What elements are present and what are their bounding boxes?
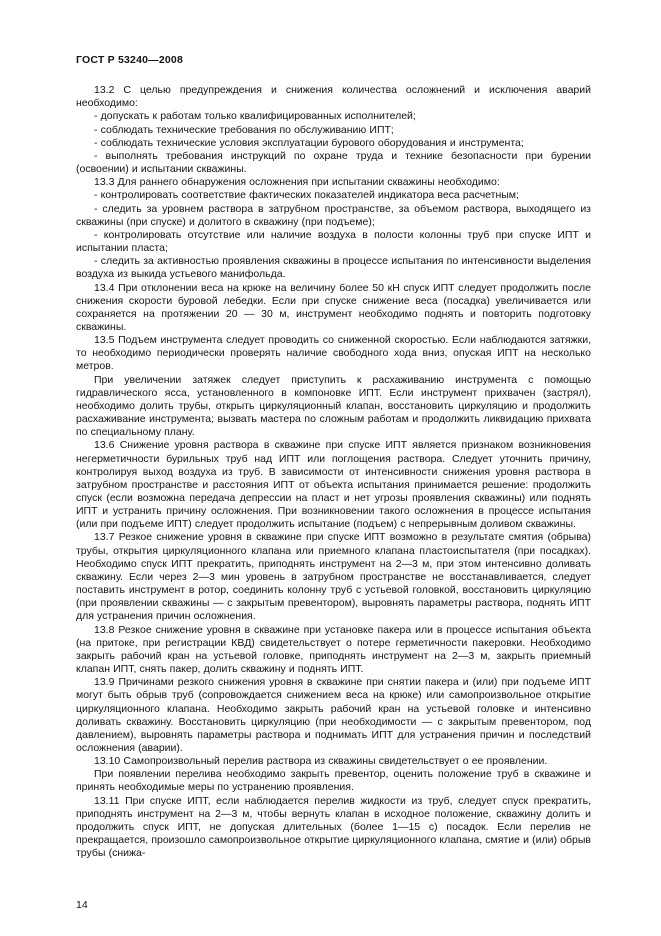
list-item: - соблюдать технические требования по обслуживанию ИПТ; xyxy=(94,123,394,136)
list-item: - соблюдать технические условия эксплуатации бурового оборудования и инструмента; xyxy=(94,136,524,149)
list-item: - следить за активностью проявления скважины в процессе испытания по интенсивности выделения воздуха из выкида устьевого манифольда. xyxy=(76,255,591,281)
page-number: 14 xyxy=(76,898,88,911)
paragraph: 13.11 При спуске ИПТ, если наблюдается перелив жидкости из труб, следует спуск прекратить, приподнять инструмент на 2—3 м, чтобы вернуть клапан в исходное положение, скважину долить и продолжить спуск ИПТ, не допуская длительных (более 1—15 с) посадок. Если перелив не прекращается, произошло самопроизвольное открытие циркуляционного клапана, смятие и (или) обрыв трубы (снижа- xyxy=(76,794,591,860)
paragraph: 13.8 Резкое снижение уровня в скважине при установке пакера или в процессе испытания объекта (на притоке, при регистрации КВД) свидетельствует о потере герметичности пакеровки. Необходимо закрыть рабочий кран на устьевой головке, приподнять инструмент на 2—3 м, закрыть приемный клапан ИПТ, снять пакер, долить скважину и поднять ИПТ. xyxy=(76,623,591,676)
list-item: - выполнять требования инструкций по охране труда и технике безопасности при бурении (освоении) и испытании скважины. xyxy=(76,149,591,176)
paragraph: 13.10 Самопроизвольный перелив раствора из скважины свидетельствует о ее проявлении. xyxy=(94,755,548,768)
paragraph: 13.9 Причинами резкого снижения уровня в скважине при снятии пакера и (или) при подъеме ИПТ могут быть обрыв труб (сопровождается снижением веса на крюке) или самопроизвольное открытие циркуляционного клапана. Необходимо закрыть рабочий кран на устьевой головке и интенсивно доливать скважину. Восстановить циркуляцию (при необходимости — с закрытым превентором, под давлением), выровнять параметры раствора и поднимать ИПТ для устранения причин и последствий осложнения (аварии). xyxy=(76,676,591,754)
list-item: - следить за уровнем раствора в затрубном пространстве, за объемом раствора, выходящего из скважины (при спуске) и долитого в скважину (при подъеме); xyxy=(76,202,591,228)
list-item: - контролировать отсутствие или наличие воздуха в полости колонны труб при спуске ИПТ и испытании пласта; xyxy=(76,228,591,255)
paragraph: 13.2 С целью предупреждения и снижения количества осложнений и исключения аварий необходимо: xyxy=(76,84,591,110)
list-item: - допускать к работам только квалифицированных исполнителей; xyxy=(94,110,416,123)
paragraph: 13.3 Для раннего обнаружения осложнения при испытании скважины необходимо: xyxy=(94,176,500,189)
document-body xyxy=(76,84,591,860)
paragraph: 13.7 Резкое снижение уровня в скважине при спуске ИПТ возможно в результате смятия (обрыва) трубы, открытия циркуляционного клапана или приемного клапана пластоиспытателя (при посадках). Необходимо спуск ИПТ прекратить, приподнять инструмент на 2—3 м, при этом интенсивно доливать скважину. Если через 2—3 мин уровень в затрубном пространстве не восстанавливается, следует поставить инструмент в ротор, соединить колонну труб с устьевой головкой, восстановить циркуляцию (при проявлении скважины — с закрытым превентором), выровнять параметры раствора, поднять ИПТ для устранения причин осложнения. xyxy=(76,531,591,623)
document-header: ГОСТ Р 53240—2008 xyxy=(76,54,184,66)
list-item: - контролировать соответствие фактических показателей индикатора веса расчетным; xyxy=(94,189,519,202)
paragraph: 13.5 Подъем инструмента следует проводить со сниженной скоростью. Если наблюдаются затяжки, то необходимо периодически проверять наличие свободного хода вниз, опуская ИПТ на несколько метров. xyxy=(76,334,591,373)
paragraph: При увеличении затяжек следует приступить к расхаживанию инструмента с помощью гидравлического ясса, установленного в компоновке ИПТ. Если инструмент прихвачен (застрял), необходимо долить трубы, открыть циркуляционный клапан, восстановить циркуляцию и продолжить расхаживание инструмента; вызвать мастера по сложным работам и продолжить ликвидацию прихвата по специальному плану. xyxy=(76,373,591,439)
paragraph: При появлении перелива необходимо закрыть превентор, оценить положение труб в скважине и принять необходимые меры по устранению проявления. xyxy=(76,768,591,794)
paragraph: 13.6 Снижение уровня раствора в скважине при спуске ИПТ является признаком возникновения негерметичности бурильных труб над ИПТ или поглощения раствора. Следует уточнить причину, контролируя выход воздуха из труб. В зависимости от интенсивности снижения уровня раствора в затрубном пространстве и расстояния ИПТ от объекта испытания принимается решение: продолжить спуск (если возможна передача депрессии на пласт и нет угрозы проявления скважины) или поднять ИПТ и устранить причину осложнения. При возникновении такого осложнения в процессе испытания (или при подъеме ИПТ) следует продолжить испытание (подъем) с непрерывным доливом скважины. xyxy=(76,439,591,531)
paragraph: 13.4 При отклонении веса на крюке на величину более 50 кН спуск ИПТ следует продолжить после снижения скорости буровой лебедки. Если при спуске снижение веса (посадка) увеличивается или сохраняется на протяжении 20 — 30 м, инструмент необходимо поднять и повторить подготовку скважины. xyxy=(76,281,591,333)
